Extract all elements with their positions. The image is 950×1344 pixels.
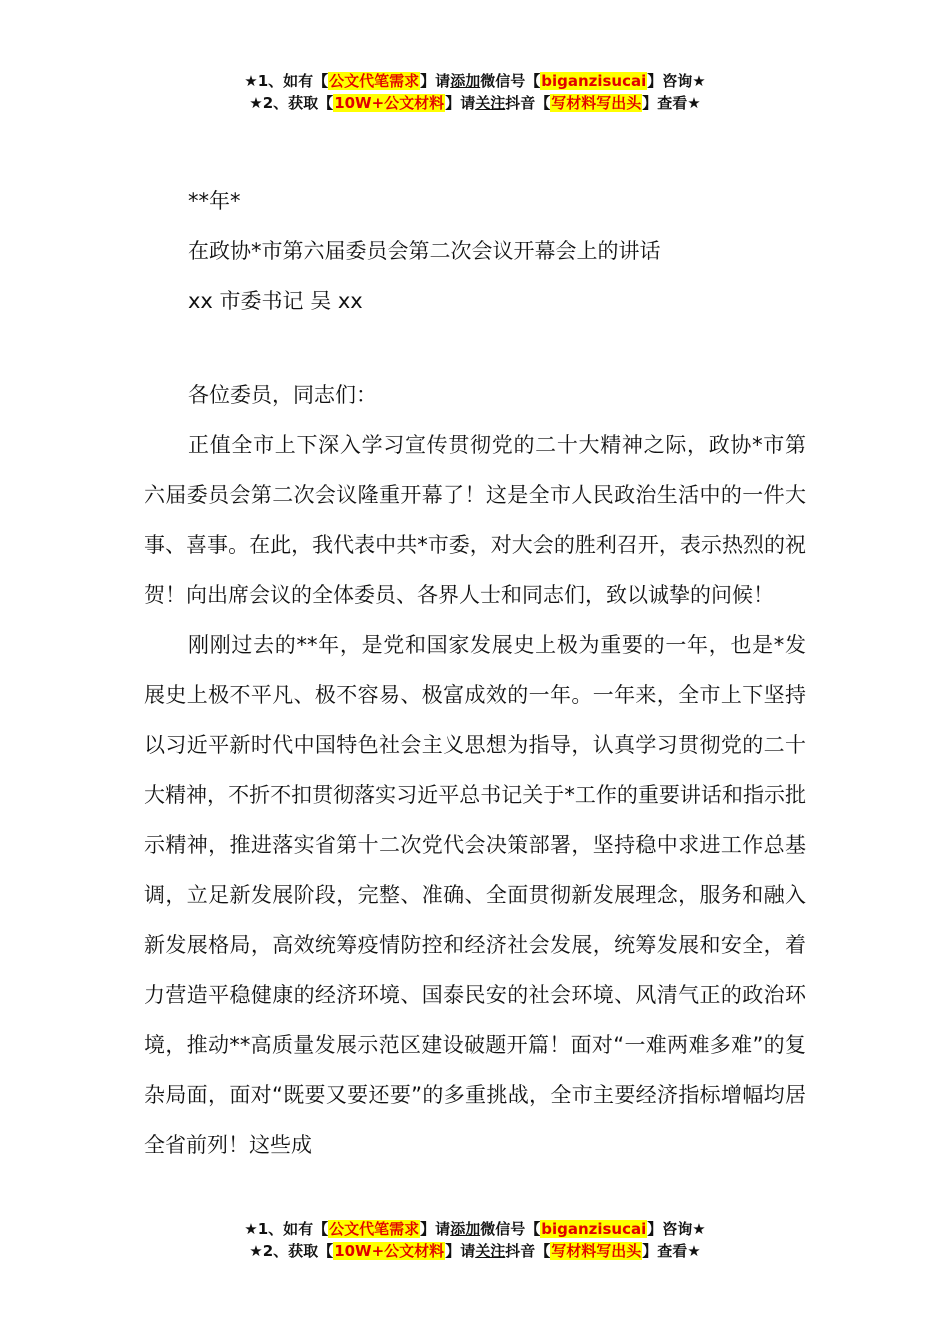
underlined-text: 添加 <box>450 1220 481 1238</box>
banner-text: 抖音【 <box>505 1242 551 1260</box>
year-line: **年* <box>188 189 241 213</box>
highlight-text: 10W+公文材料 <box>334 1242 445 1260</box>
highlight-text: 公文代笔需求 <box>329 72 420 90</box>
underlined-text: 关注 <box>475 94 506 112</box>
banner-text: 】查看★ <box>642 1242 701 1260</box>
banner-text: 】请 <box>445 94 476 112</box>
document-body <box>144 370 806 1170</box>
paragraph: 正值全市上下深入学习宣传贯彻党的二十大精神之际，政协*市第六届委员会第二次会议隆重开幕了！这是全市人民政治生活中的一件大事、喜事。在此，我代表中共*市委，对大会的胜利召开，表示热烈的祝贺！向出席会议的全体委员、各界人士和同志们，致以诚挚的问候！ <box>144 433 806 607</box>
banner-text: ★2、获取【 <box>249 1242 334 1260</box>
author-line: xx 市委书记 吴 xx <box>188 289 363 313</box>
banner-text: 微信号【 <box>480 72 541 90</box>
banner-line-2 <box>0 1240 950 1262</box>
banner-text: ★1、如有【 <box>244 1220 329 1238</box>
highlight-text: biganzisucai <box>541 72 647 90</box>
banner-text: 】咨询★ <box>647 72 706 90</box>
banner-text: 抖音【 <box>505 94 551 112</box>
banner-text: 】请 <box>420 1220 451 1238</box>
banner-text: 】请 <box>420 72 451 90</box>
highlight-text: biganzisucai <box>541 1220 647 1238</box>
highlight-text: 写材料写出头 <box>551 1242 642 1260</box>
banner-text: 】请 <box>445 1242 476 1260</box>
highlight-text: 写材料写出头 <box>551 94 642 112</box>
paragraph: 刚刚过去的**年，是党和国家发展史上极为重要的一年，也是*发展史上极不平凡、极不容易、极富成效的一年。一年来，全市上下坚持以习近平新时代中国特色社会主义思想为指导，认真学习贯彻党的二十大精神，不折不扣贯彻落实习近平总书记关于*工作的重要讲话和指示批示精神，推进落实省第十二次党代会决策部署，坚持稳中求进工作总基调，立足新发展阶段，完整、准确、全面贯彻新发展理念，服务和融入新发展格局，高效统筹疫情防控和经济社会发展，统筹发展和安全，着力营造平稳健康的经济环境、国泰民安的社会环境、风清气正的政治环境，推动**高质量发展示范区建设破题开篇！面对“一难两难多难”的复杂局面，面对“既要又要还要”的多重挑战，全市主要经济指标增幅均居全省前列！这些成 <box>144 633 806 1157</box>
banner-line-1 <box>0 70 950 92</box>
document-title: 在政协*市第六届委员会第二次会议开幕会上的讲话 <box>188 239 661 263</box>
banner-text: 】咨询★ <box>647 1220 706 1238</box>
header-banner <box>0 70 950 114</box>
highlight-text: 10W+公文材料 <box>334 94 445 112</box>
banner-text: ★1、如有【 <box>244 72 329 90</box>
banner-line-2 <box>0 92 950 114</box>
banner-line-1 <box>0 1218 950 1240</box>
banner-text: 】查看★ <box>642 94 701 112</box>
highlight-text: 公文代笔需求 <box>329 1220 420 1238</box>
salutation: 各位委员，同志们： <box>188 383 377 407</box>
document-heading <box>188 176 661 326</box>
underlined-text: 关注 <box>475 1242 506 1260</box>
underlined-text: 添加 <box>450 72 481 90</box>
banner-text: ★2、获取【 <box>249 94 334 112</box>
banner-text: 微信号【 <box>480 1220 541 1238</box>
footer-banner <box>0 1218 950 1262</box>
